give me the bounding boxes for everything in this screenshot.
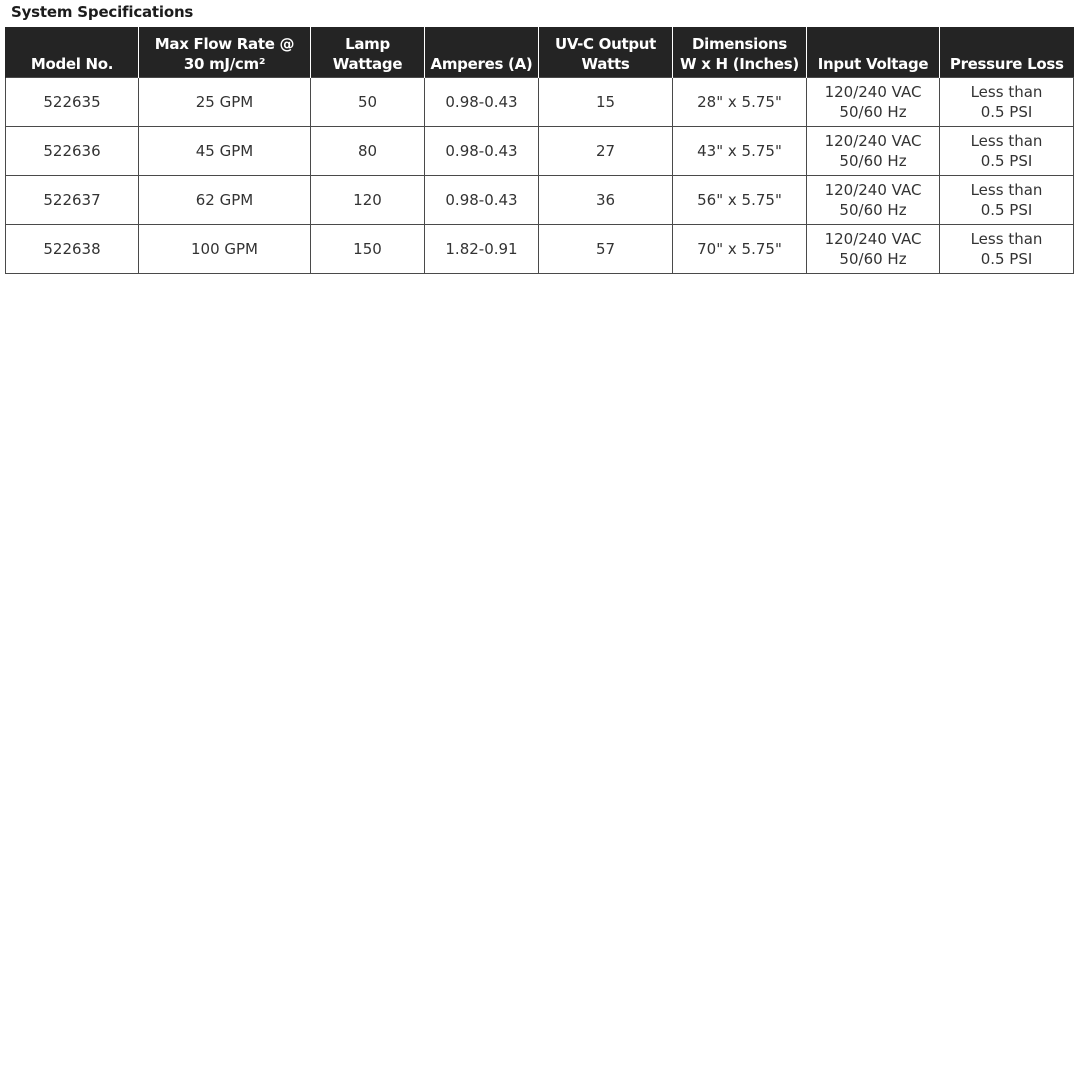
cell-pressure-loss xyxy=(940,175,1074,224)
cell-flow-rate: 100 GPM xyxy=(139,224,311,273)
cell-amperes: 0.98-0.43 xyxy=(425,126,539,175)
cell-wattage: 80 xyxy=(311,126,425,175)
cell-dimensions: 43" x 5.75" xyxy=(673,126,807,175)
cell-wattage: 150 xyxy=(311,224,425,273)
specifications-table xyxy=(5,27,1074,274)
cell-pressure-loss xyxy=(940,126,1074,175)
frequency-line: 50/60 Hz xyxy=(839,200,907,219)
cell-amperes: 1.82-0.91 xyxy=(425,224,539,273)
header-input-voltage xyxy=(807,27,940,77)
page-title: System Specifications xyxy=(11,3,194,21)
cell-dimensions: 56" x 5.75" xyxy=(673,175,807,224)
cell-flow-rate: 45 GPM xyxy=(139,126,311,175)
cell-input-voltage xyxy=(807,77,940,126)
cell-amperes: 0.98-0.43 xyxy=(425,77,539,126)
cell-pressure-loss xyxy=(940,224,1074,273)
header-line: Watts xyxy=(581,54,630,73)
cell-flow-rate: 25 GPM xyxy=(139,77,311,126)
cell-wattage: 50 xyxy=(311,77,425,126)
pressure-value-line: 0.5 PSI xyxy=(980,151,1033,170)
cell-model: 522637 xyxy=(6,175,139,224)
header-line: Pressure Loss xyxy=(949,54,1064,73)
pressure-line: Less than xyxy=(970,131,1043,150)
voltage-line: 120/240 VAC xyxy=(824,131,922,150)
header-line: W x H (Inches) xyxy=(680,54,799,73)
pressure-line: Less than xyxy=(970,82,1043,101)
table-row xyxy=(6,175,1074,224)
frequency-line: 50/60 Hz xyxy=(839,102,907,121)
header-lamp-wattage xyxy=(311,27,425,77)
frequency-line: 50/60 Hz xyxy=(839,151,907,170)
header-max-flow-rate xyxy=(139,27,311,77)
cell-uvc-output: 36 xyxy=(539,175,673,224)
header-pressure-loss xyxy=(940,27,1074,77)
cell-uvc-output: 57 xyxy=(539,224,673,273)
cell-wattage: 120 xyxy=(311,175,425,224)
table-row xyxy=(6,224,1074,273)
voltage-line: 120/240 VAC xyxy=(824,82,922,101)
table-row xyxy=(6,77,1074,126)
header-line: Lamp xyxy=(345,34,390,53)
header-line: Amperes (A) xyxy=(430,54,533,73)
cell-model: 522638 xyxy=(6,224,139,273)
header-line: 30 mJ/cm² xyxy=(183,54,266,73)
cell-flow-rate: 62 GPM xyxy=(139,175,311,224)
voltage-line: 120/240 VAC xyxy=(824,180,922,199)
header-line: Input Voltage xyxy=(817,54,929,73)
pressure-value-line: 0.5 PSI xyxy=(980,102,1033,121)
cell-uvc-output: 15 xyxy=(539,77,673,126)
table-header-row xyxy=(6,27,1074,77)
cell-dimensions: 28" x 5.75" xyxy=(673,77,807,126)
cell-uvc-output: 27 xyxy=(539,126,673,175)
cell-input-voltage xyxy=(807,126,940,175)
cell-pressure-loss xyxy=(940,77,1074,126)
cell-model: 522636 xyxy=(6,126,139,175)
pressure-value-line: 0.5 PSI xyxy=(980,200,1033,219)
header-line: Max Flow Rate @ xyxy=(154,34,295,53)
header-line: Dimensions xyxy=(691,34,788,53)
cell-amperes: 0.98-0.43 xyxy=(425,175,539,224)
cell-input-voltage xyxy=(807,175,940,224)
table-row xyxy=(6,126,1074,175)
header-uvc-output xyxy=(539,27,673,77)
header-line: UV-C Output xyxy=(554,34,657,53)
header-line: Model No. xyxy=(30,54,114,73)
cell-input-voltage xyxy=(807,224,940,273)
cell-dimensions: 70" x 5.75" xyxy=(673,224,807,273)
header-amperes xyxy=(425,27,539,77)
pressure-value-line: 0.5 PSI xyxy=(980,249,1033,268)
cell-model: 522635 xyxy=(6,77,139,126)
frequency-line: 50/60 Hz xyxy=(839,249,907,268)
voltage-line: 120/240 VAC xyxy=(824,229,922,248)
header-model-no xyxy=(6,27,139,77)
header-line: Wattage xyxy=(332,54,403,73)
header-dimensions xyxy=(673,27,807,77)
pressure-line: Less than xyxy=(970,229,1043,248)
pressure-line: Less than xyxy=(970,180,1043,199)
